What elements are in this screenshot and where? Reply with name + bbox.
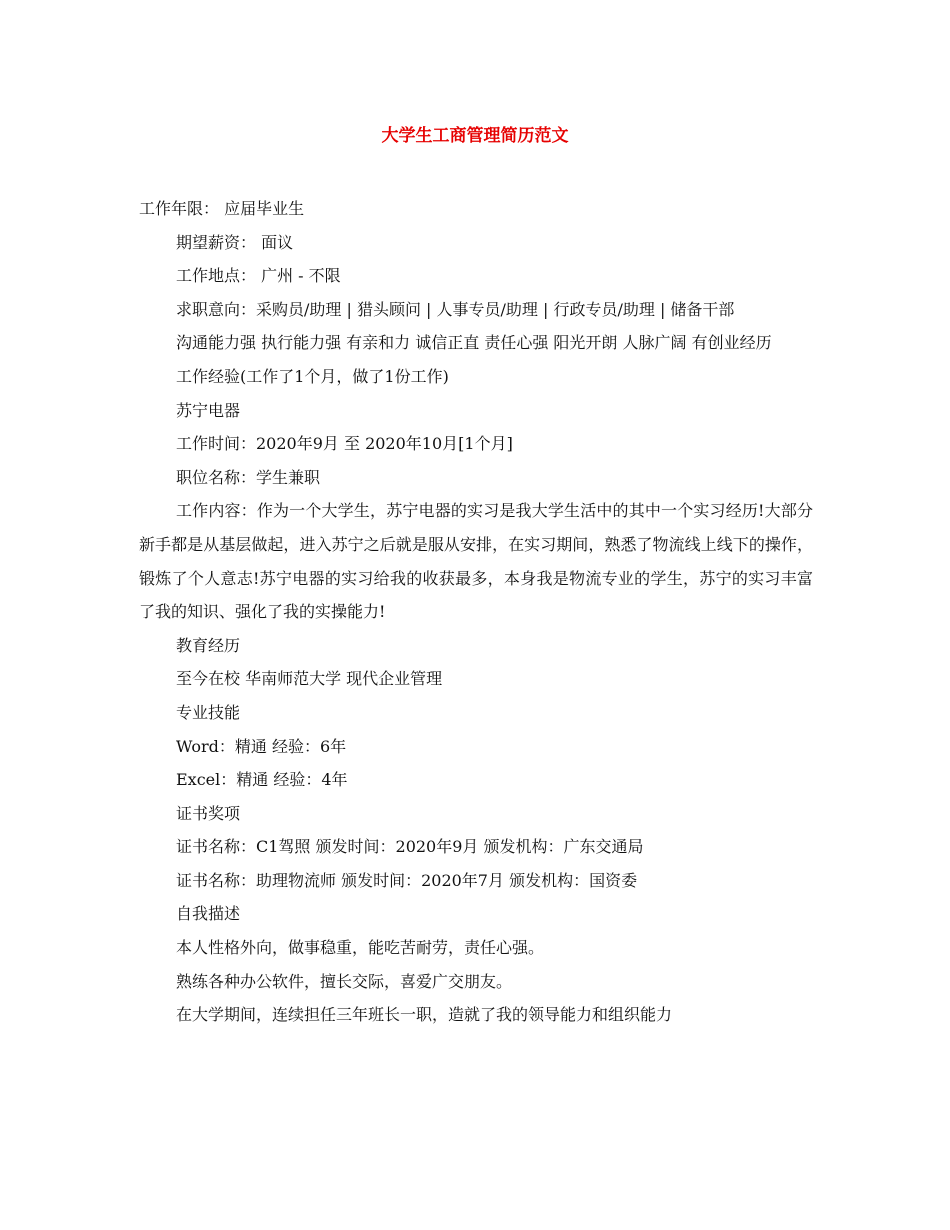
work-experience-heading: 工作经验(工作了1个月，做了1份工作)	[176, 366, 449, 386]
education-heading: 教育经历	[176, 635, 241, 655]
document-title: 大学生工商管理简历范文	[381, 126, 569, 146]
self-description-line-2: 熟练各种办公软件，擅长交际，喜爱广交朋友。	[176, 971, 513, 991]
skill-word-line: Word：精通 经验：6年	[176, 736, 347, 756]
company-name: 苏宁电器	[176, 400, 241, 420]
self-description-line-1: 本人性格外向，做事稳重，能吃苦耐劳，责任心强。	[176, 938, 545, 958]
skills-heading: 专业技能	[176, 702, 241, 722]
certificate-line-1: 证书名称：C1驾照 颁发时间：2020年9月 颁发机构：广东交通局	[176, 837, 644, 857]
self-description-heading: 自我描述	[176, 904, 241, 924]
work-years-line: 工作年限： 应届毕业生	[139, 199, 305, 218]
work-location-line: 工作地点： 广州 - 不限	[176, 266, 341, 286]
self-description-line-3: 在大学期间，连续担任三年班长一职，造就了我的领导能力和组织能力	[176, 1005, 673, 1025]
expected-salary-line: 期望薪资： 面议	[176, 232, 294, 252]
skill-excel-line: Excel：精通 经验：4年	[176, 770, 348, 790]
position-line: 职位名称：学生兼职	[176, 467, 321, 487]
certificates-heading: 证书奖项	[176, 803, 241, 823]
work-content-paragraph: 工作内容：作为一个大学生，苏宁电器的实习是我大学生活中的其中一个实习经历!大部分新手都是从基层做起，进入苏宁之后就是服从安排，在实习期间，熟悉了物流线上线下的操作，锻炼了个人意志!苏宁电器的实习给我的收获最多，本身我是物流专业的学生，苏宁的实习丰富了我的知识、强化了我的实操能力!	[139, 501, 813, 622]
education-line: 至今在校 华南师范大学 现代企业管理	[176, 669, 443, 689]
document-body	[139, 192, 813, 1032]
job-intention-paragraph: 求职意向：采购员/助理 | 猎头顾问 | 人事专员/助理 | 行政专员/助理 | 储备干部	[176, 299, 735, 319]
work-period-line: 工作时间：2020年9月 至 2020年10月[1个月]	[176, 434, 513, 454]
certificate-line-2: 证书名称：助理物流师 颁发时间：2020年7月 颁发机构：国资委	[176, 870, 638, 890]
strengths-paragraph: 沟通能力强 执行能力强 有亲和力 诚信正直 责任心强 阳光开朗 人脉广阔 有创业经历	[176, 333, 772, 353]
